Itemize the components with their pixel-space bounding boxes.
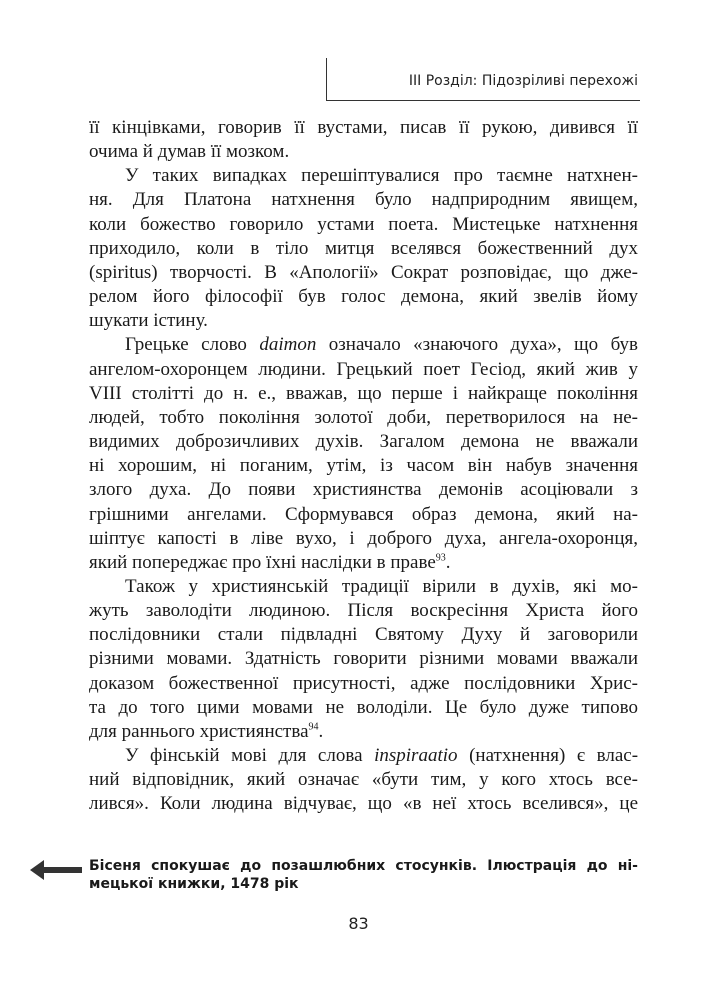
text-line: та до того цими мовами не володіли. Це було дуже типово — [89, 696, 638, 718]
text-line: шукати істину. — [89, 310, 208, 332]
footnote-ref: 93 — [435, 552, 446, 564]
caption-line: Бісеня спокушає до позашлюбних стосунків. Ілюстрація до ні- — [89, 858, 638, 874]
text-segment: У фінській мові для слова — [125, 745, 363, 767]
text-line: очима й думав її мозком. — [89, 141, 290, 163]
text-line: ня. Для Платона натхнення було надприродним явищем, — [89, 189, 638, 211]
text-line: релом його філософії був голос демона, який звелів йому — [89, 286, 638, 308]
text-line: грішними ангелами. Сформувався образ демона, який на- — [89, 503, 638, 525]
text-line — [89, 551, 638, 575]
text-line: Також у християнській традиції вірили в духів, які мо- — [125, 575, 638, 597]
text-line: жуть заволодіти людиною. Після воскресіння Христа його — [89, 600, 638, 622]
text-line: лився». Коли людина відчуває, що «в неї хтось вселився», це — [89, 793, 638, 815]
foreign-term: daimon — [259, 334, 317, 356]
arrow-left-icon — [30, 857, 82, 883]
text-line: її кінцівками, говорив її вустами, писав її рукою, дивився її — [89, 117, 638, 138]
text-line: ні хорошим, ні поганим, утім, із часом він набув значення — [89, 455, 638, 477]
text-line: послідовники стали підвладні Святому Духу й заговорили — [89, 624, 638, 646]
body-text — [89, 116, 638, 817]
page-number: 83 — [348, 914, 369, 933]
text-line — [89, 744, 638, 768]
text-segment: який попереджає про їхні наслідки в праве — [89, 551, 436, 573]
text-line: У таких випадках перешіптувалися про таємне натхнен- — [125, 165, 638, 187]
text-line — [89, 333, 638, 357]
text-line: злого духа. До появи християнства демонів асоціювали з — [89, 479, 638, 501]
figure-caption — [89, 857, 638, 893]
footnote-ref: 94 — [308, 721, 319, 733]
text-segment: . — [318, 720, 324, 742]
header-rule-horizontal — [326, 100, 640, 101]
caption-line: мецької книжки, 1478 рік — [89, 876, 299, 892]
text-line: видимих доброзичливих духів. Загалом демона не вважали — [89, 431, 638, 453]
text-segment: Грецьке слово — [125, 334, 247, 356]
text-line: (spiritus) творчості. В «Апології» Сократ розповідає, що дже- — [89, 261, 638, 283]
text-line — [89, 720, 638, 744]
running-header: ІІІ Розділ: Підозріливі перехожі — [408, 73, 638, 89]
text-line: приходило, коли в тіло митця вселявся божественний дух — [89, 237, 638, 259]
text-line: людей, тобто покоління золотої доби, перетворилося на не- — [89, 406, 638, 428]
text-line: ангелом-охоронцем людини. Грецький поет Гесіод, який жив у — [89, 358, 638, 380]
text-line: шіптує капості в ліве вухо, і доброго духа, ангела-охоронця, — [89, 527, 638, 549]
text-segment: означало «знаючого духа», що був — [328, 334, 638, 356]
text-line: VIII столітті до н. е., вважав, що перше і найкраще покоління — [89, 382, 638, 404]
text-line: доказом божественної присутності, адже послідовники Хрис- — [89, 672, 638, 694]
text-line: ний відповідник, який означає «бути тим, у кого хтось все- — [89, 769, 638, 791]
text-line: коли божество говорило устами поета. Мистецьке натхнення — [89, 213, 638, 235]
text-segment: . — [445, 551, 451, 573]
text-line: різними мовами. Здатність говорити різними мовами вважали — [89, 648, 638, 670]
text-segment: для раннього християнства — [89, 720, 309, 742]
text-segment: (натхнення) є влас- — [469, 745, 639, 767]
foreign-term: inspiraatio — [374, 745, 458, 767]
